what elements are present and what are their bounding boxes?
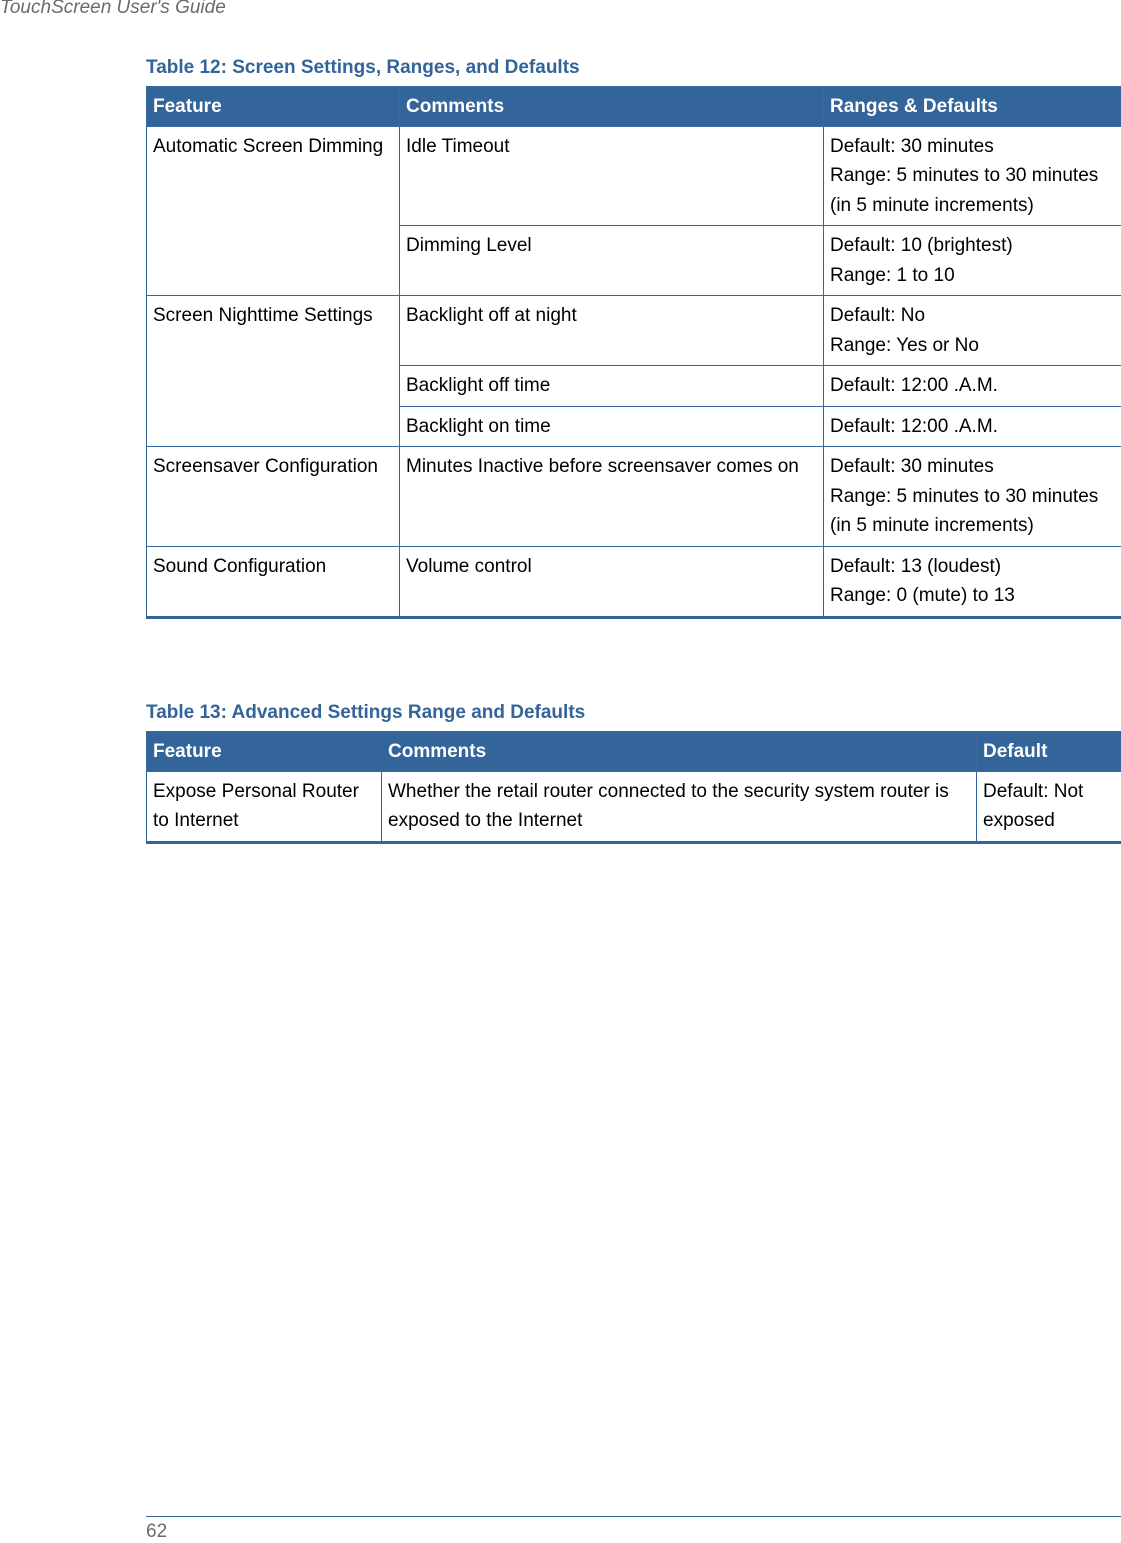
range-line: Range: 0 (mute) to 13 — [830, 585, 1015, 606]
column-header-comments: Comments — [382, 732, 977, 772]
range-line: Range: 1 to 10 — [830, 264, 955, 286]
table-row — [147, 126, 1121, 226]
feature-cell: Expose Personal Router to Internet — [147, 771, 382, 842]
range-cell — [824, 226, 1121, 296]
running-header: TouchScreen User's Guide — [0, 0, 226, 18]
column-header-comments: Comments — [400, 87, 824, 127]
range-cell — [824, 126, 1121, 226]
feature-cell: Automatic Screen Dimming — [147, 126, 400, 296]
advanced-settings-table — [146, 731, 1121, 844]
comment-cell: Idle Timeout — [400, 126, 824, 226]
table-row — [147, 296, 1121, 366]
default-line: Default: 12:00 .A.M. — [830, 415, 998, 437]
feature-cell: Screen Nighttime Settings — [147, 296, 400, 447]
feature-cell: Sound Configuration — [147, 546, 400, 617]
feature-cell: Screensaver Configuration — [147, 447, 400, 547]
default-cell: Default: Not exposed — [977, 771, 1121, 842]
range-line: Range: 5 minutes to 30 minutes — [830, 165, 1099, 186]
table-13-caption: Table 13: Advanced Settings Range and Defaults — [146, 702, 586, 723]
increment-note: (in 5 minute increments) — [830, 194, 1034, 216]
comment-cell: Dimming Level — [400, 226, 824, 296]
default-line: Default: 10 (brightest) — [830, 235, 1013, 256]
screen-settings-table — [146, 86, 1121, 619]
default-line: Default: 13 (loudest) — [830, 555, 1002, 577]
default-line: Default: 12:00 .A.M. — [830, 375, 998, 396]
comment-cell: Backlight off time — [400, 366, 824, 407]
column-header-feature: Feature — [147, 87, 400, 127]
page-number: 62 — [146, 1521, 168, 1542]
default-line: Default: No — [830, 305, 926, 326]
column-header-feature: Feature — [147, 732, 382, 772]
default-line: Default: 30 minutes — [830, 135, 994, 157]
comment-cell: Backlight on time — [400, 406, 824, 447]
range-line: Range: 5 minutes to 30 minutes — [830, 485, 1099, 507]
comment-cell: Backlight off at night — [400, 296, 824, 366]
range-cell — [824, 546, 1121, 617]
table-row — [147, 771, 1121, 842]
increment-note: (in 5 minute increments) — [830, 515, 1034, 536]
comment-cell: Minutes Inactive before screensaver comes on — [400, 447, 824, 547]
range-cell — [824, 447, 1121, 547]
table-12-caption: Table 12: Screen Settings, Ranges, and Defaults — [146, 57, 580, 78]
range-line: Range: Yes or No — [830, 334, 979, 356]
column-header-default: Default — [977, 732, 1121, 772]
column-header-ranges-defaults: Ranges & Defaults — [824, 87, 1121, 127]
range-cell — [824, 366, 1121, 407]
table-row — [147, 546, 1121, 617]
range-cell — [824, 296, 1121, 366]
footer-divider — [146, 1516, 1121, 1517]
comment-cell: Volume control — [400, 546, 824, 617]
table-row — [147, 447, 1121, 547]
comment-cell: Whether the retail router connected to the security system router is exposed to the Internet — [382, 771, 977, 842]
default-line: Default: 30 minutes — [830, 456, 994, 477]
range-cell — [824, 406, 1121, 447]
